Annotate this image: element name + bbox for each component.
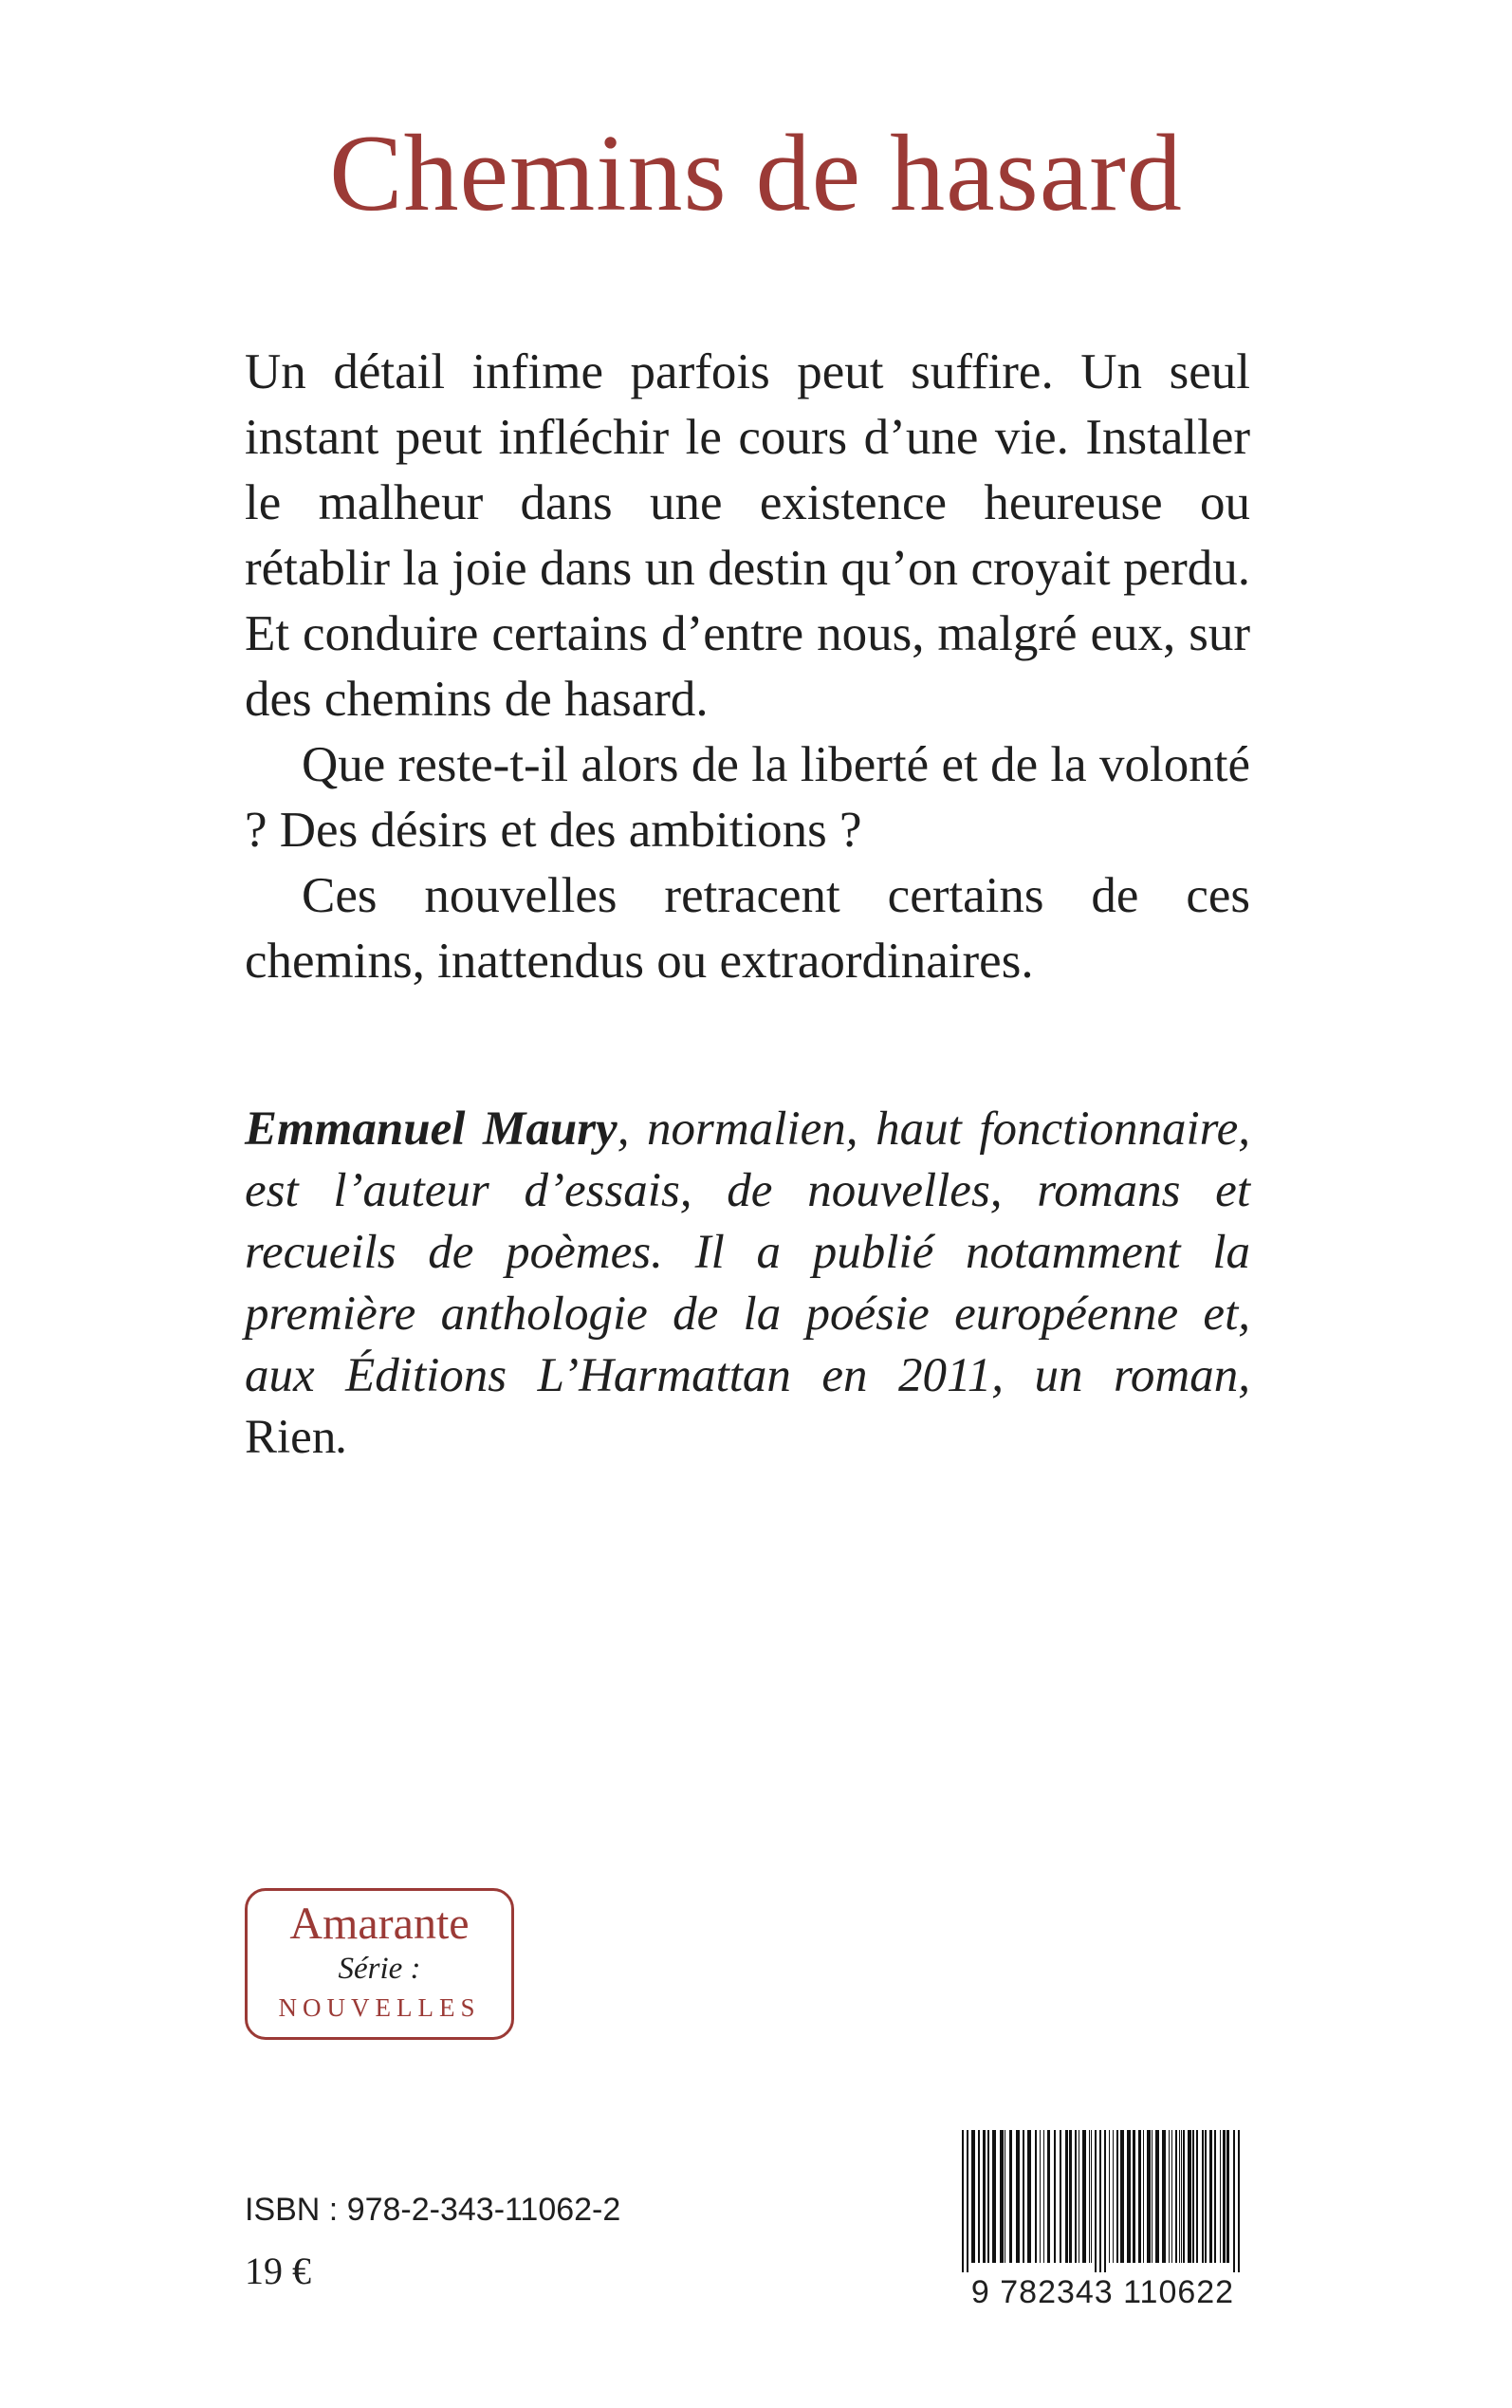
barcode-bar [1226,2130,1229,2263]
barcode-bar [1147,2130,1151,2263]
price: 19 € [245,2250,311,2292]
blurb-paragraph-3: Ces nouvelles retracent certains de ces chemins, inattendus ou extraordinaires. [245,868,1250,989]
barcode-bar [1089,2130,1090,2263]
barcode-bar [971,2130,975,2263]
series-badge [245,1888,514,2040]
barcode-bar [1116,2130,1118,2263]
barcode-bar [962,2130,964,2272]
barcode-bar [1091,2130,1092,2263]
barcode-bar [1095,2130,1097,2272]
blurb [245,340,1250,994]
barcode-bar [1009,2130,1012,2263]
barcode-bar [1060,2130,1061,2263]
barcode-bar [1169,2130,1170,2263]
barcode-bar [1138,2130,1141,2263]
barcode-bar [1120,2130,1124,2263]
barcode [958,2130,1247,2320]
barcode-bar [1155,2130,1159,2263]
barcode-bar [1223,2130,1226,2263]
barcode-bar [1082,2130,1086,2263]
barcode-bar [1220,2130,1221,2263]
barcode-bar [1023,2130,1024,2263]
blurb-paragraph-1: Un détail infime parfois peut suffire. Un seul instant peut infléchir le cours d’une vie. Installer le malheur dans une existence heureuse ou rétablir la joie dans un destin qu’on croyait perdu. Et conduire certains d’entre nous, malgré eux, sur des chemins de hasard. [245,344,1250,727]
book-title: Chemins de hasard [329,113,1183,234]
barcode-bar [1099,2130,1101,2272]
barcode-bar [1016,2130,1020,2263]
barcode-bar [1027,2130,1031,2263]
series-label: Série : [338,1952,421,1986]
isbn: ISBN : 978-2-343-11062-2 [245,2192,621,2228]
series-genre: NOUVELLES [278,1993,481,2022]
barcode-bar [1188,2130,1191,2263]
barcode-bar [967,2130,968,2272]
barcode-bar [983,2130,986,2263]
barcode-bar [1175,2130,1177,2263]
barcode-bar [1040,2130,1041,2263]
barcode-bar [1065,2130,1068,2263]
barcode-bar [1214,2130,1216,2263]
barcode-digits: 9 782343 110622 [970,2274,1235,2310]
barcode-bar [1047,2130,1050,2263]
barcode-bar [1205,2130,1207,2263]
barcode-bar [1043,2130,1044,2263]
barcode-bar [1113,2130,1114,2263]
barcode-bar [1183,2130,1185,2263]
barcode-bar [1143,2130,1144,2263]
series-name: Amarante [289,1899,470,1949]
barcode-bar [1162,2130,1166,2263]
barcode-bar [1238,2130,1240,2272]
barcode-bar [987,2130,989,2263]
barcode-bar [1179,2130,1180,2263]
barcode-bar [1109,2130,1110,2263]
barcode-bar [1233,2130,1235,2272]
barcode-bar [1069,2130,1072,2263]
barcode-bar [1127,2130,1131,2263]
author-bio [245,1099,1250,1469]
blurb-paragraph-2: Que reste-t-il alors de la liberté et de la volonté ? Des désirs et des ambitions ? [245,737,1250,858]
novel-title: Rien [245,1411,337,1464]
barcode-bar [1181,2130,1182,2263]
author-bio-end: . [336,1411,349,1464]
barcode-bar [978,2130,980,2263]
barcode-bar [1075,2130,1077,2263]
barcode-bar [1192,2130,1194,2263]
barcode-bar [1054,2130,1056,2263]
barcode-bar [992,2130,996,2263]
barcode-bar [1035,2130,1037,2263]
barcode-bar [1196,2130,1198,2263]
barcode-bar [1209,2130,1212,2263]
barcode-bar [1171,2130,1172,2263]
barcode-bar [1133,2130,1135,2263]
barcode-bar [1202,2130,1204,2263]
barcode-bar [1000,2130,1004,2263]
author-bio-text: , normalien, haut fonctionnaire, est l’auteur d’essais, de nouvelles, romans et recueils de poèmes. Il a publié notamment la première anthologie de la poésie européenne et, aux Éditions L’Harmattan en 2011, un roman, [245,1102,1250,1402]
barcode-bar [1104,2130,1106,2272]
author-name: Emmanuel Maury [245,1102,618,1156]
barcode-bars [958,2130,1247,2272]
